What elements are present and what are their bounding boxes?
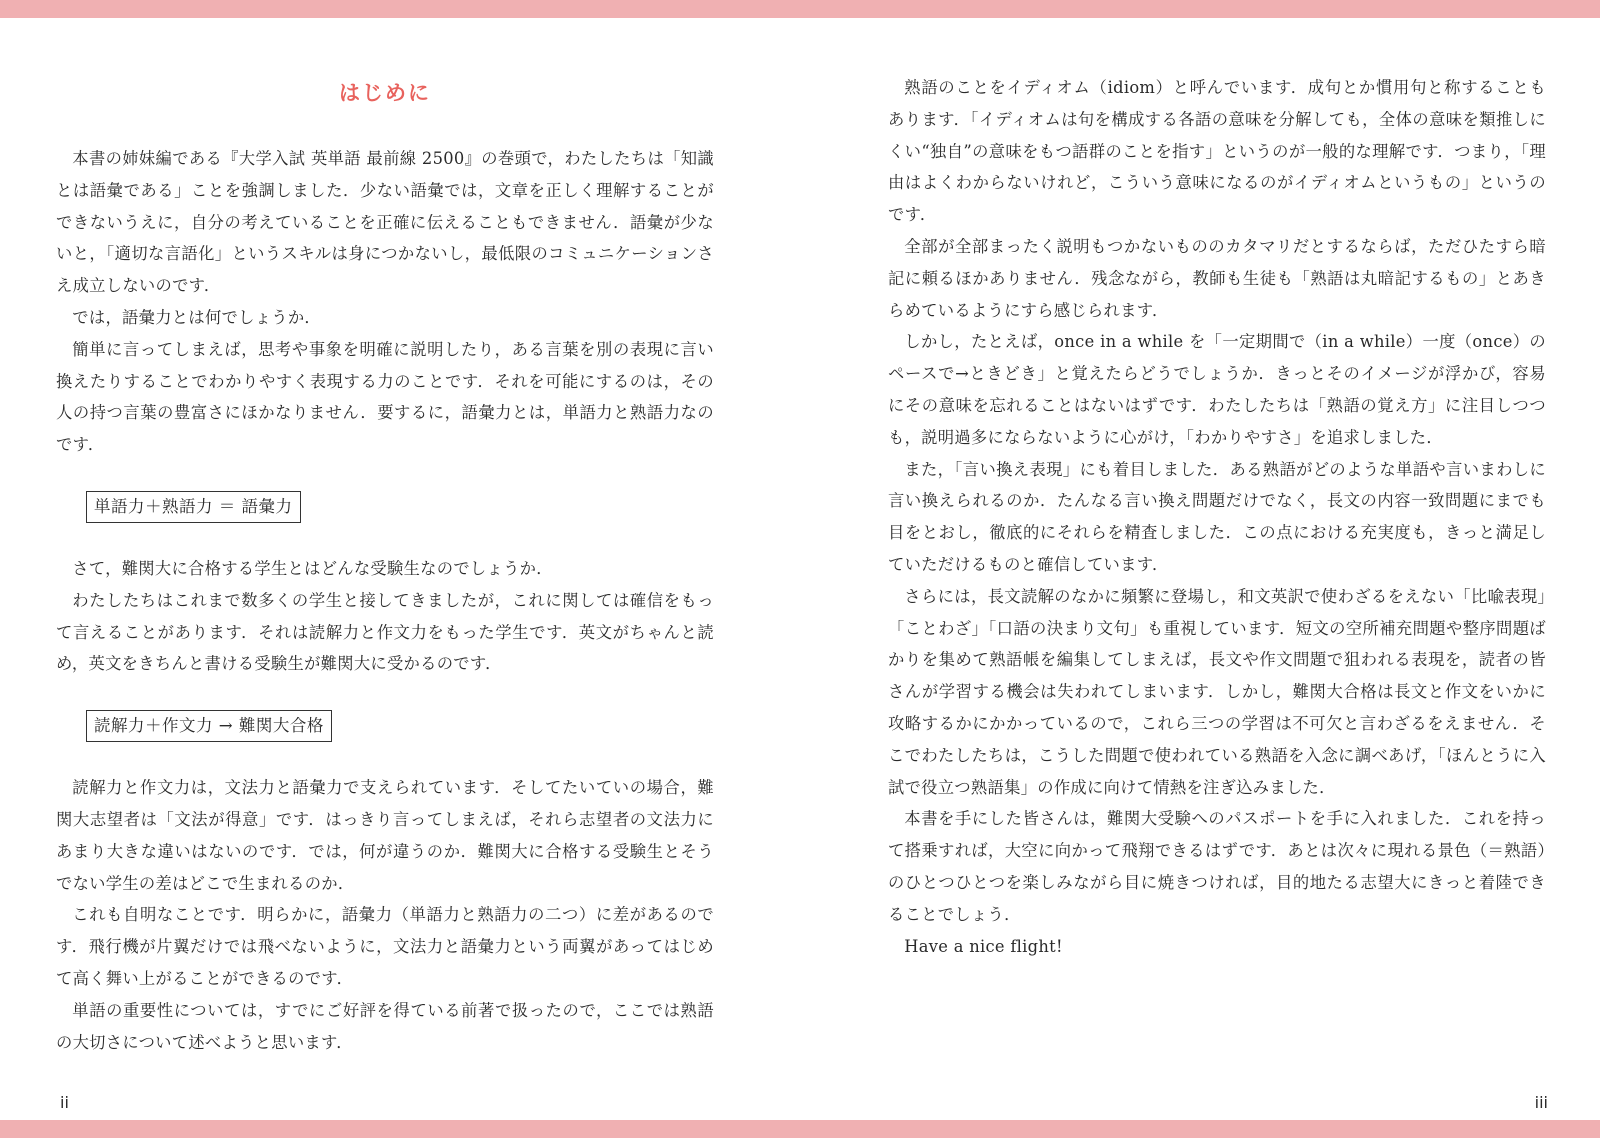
- paragraph: 全部が全部まったく説明もつかないもののカタマリだとするならば，ただひたすら暗記に頼るほかありません．残念ながら，教師も生徒も「熟語は丸暗記するもの」とあきらめているようにすら感じられます．: [888, 236, 1546, 320]
- formula-box-pass-wrap: [86, 710, 714, 742]
- formula-box-vocabulary: 単語力＋熟語力 ＝ 語彙力: [86, 491, 301, 523]
- paragraph: 単語の重要性については，すでにご好評を得ている前著で扱ったので，ここでは熟語の大切さについて述べようと思います．: [56, 1000, 714, 1052]
- paragraph: さて，難関大に合格する学生とはどんな受験生なのでしょうか．: [72, 558, 553, 578]
- top-color-band: [0, 0, 1600, 18]
- paragraph: これも自明なことです．明らかに，語彙力（単語力と熟語力の二つ）に差があるのです．飛行機が片翼だけでは飛べないように，文法力と語彙力という両翼があってはじめて高く舞い上がることができるのです．: [56, 905, 714, 988]
- closing-line: Have a nice flight!: [904, 936, 1063, 956]
- page-number-right: iii: [1534, 1093, 1548, 1112]
- paragraph: では，語彙力とは何でしょうか．: [72, 307, 322, 327]
- paragraph: 熟語のことをイディオム（idiom）と呼んでいます．成句とか慣用句と称することもあります．「イディオムは句を構成する各語の意味を分解しても，全体の意味を類推しにくい“独自”の意味をもつ語群のことを指す」というのが一般的な理解です．つまり，「理由はよくわからないけれど，こういう意味になるのがイディオムというもの」というのです．: [888, 78, 1546, 225]
- intro-block-3: [56, 772, 714, 1058]
- formula-box-pass: 読解力＋作文力 → 難関大合格: [86, 710, 332, 742]
- paragraph: 本書の姉妹編である『大学入試 英単語 最前線 2500』の巻頭で，わたしたちは「知識とは語彙である」ことを強調しました．少ない語彙では，文章を正しく理解することができないうえに，自分の考えていることを正確に伝えることもできません．語彙が少ないと，「適切な言語化」というスキルは身につかないし，最低限のコミュニケーションさえ成立しないのです．: [56, 149, 714, 296]
- paragraph: しかし，たとえば，once in a while を「一定期間で（in a while）一度（once）のペースで→ときどき」と覚えたらどうでしょうか．きっとそのイメージが浮かび，容易にその意味を忘れることはないはずです．わたしたちは「熟語の覚え方」に注目しつつも，説明過多にならないように心がけ，「わかりやすさ」を追求しました．: [888, 332, 1546, 447]
- paragraph: 本書を手にした皆さんは，難関大受験へのパスポートを手に入れました．これを持って搭乗すれば，大空に向かって飛翔できるはずです．あとは次々に現れる景色（＝熟語）のひとつひとつを楽しみながら目に焼きつければ，目的地たる志望大にきっと着陸できることでしょう．: [888, 809, 1546, 924]
- paragraph: 簡単に言ってしまえば，思考や事象を明確に説明したり，ある言葉を別の表現に言い換えたりすることでわかりやすく表現する力のことです．それを可能にするのは，その人の持つ言葉の豊富さにほかなりません．要するに，語彙力とは，単語力と熟語力なのです．: [56, 339, 714, 455]
- paragraph: さらには，長文読解のなかに頻繁に登場し，和文英訳で使わざるをえない「比喩表現」「ことわざ」「口語の決まり文句」も重視しています．短文の空所補充問題や整序問題ばかりを集めて熟語帳を編集してしまえば，長文や作文問題で狙われる表現を，読者の皆さんが学習する機会は失われてしまいます．しかし，難関大合格は長文と作文をいかに攻略するかにかかっているので，これら三つの学習は不可欠と言わざるをえません．そこでわたしたちは，こうした問題で使われている熟語を入念に調べあげ，「ほんとうに入試で役立つ熟語集」の作成に向けて情熱を注ぎ込みました．: [888, 586, 1546, 797]
- left-page: [56, 72, 714, 1058]
- intro-block-2: [56, 553, 714, 680]
- intro-block-1: [56, 143, 714, 461]
- paragraph: 読解力と作文力は，文法力と語彙力で支えられています．そしてたいていの場合，難関大志望者は「文法が得意」です．はっきり言ってしまえば，それら志望者の文法力にあまり大きな違いはないのです．では，何が違うのか．難関大に合格する受験生とそうでない学生の差はどこで生まれるのか．: [56, 778, 714, 893]
- paragraph: わたしたちはこれまで数多くの学生と接してきましたが，これに関しては確信をもって言えることがあります．それは読解力と作文力をもった学生です．英文がちゃんと読め，英文をきちんと書ける受験生が難関大に受かるのです．: [56, 590, 714, 674]
- page-title: はじめに: [339, 81, 431, 105]
- page-number-left: ii: [60, 1093, 69, 1112]
- paragraph: また，「言い換え表現」にも着目しました．ある熟語がどのような単語や言いまわしに言い換えられるのか．たんなる言い換え問題だけでなく，長文の内容一致問題にまでも目をとおし，徹底的にそれらを精査しました．この点における充実度も，きっと満足していただけるものと確信しています．: [888, 459, 1546, 574]
- bottom-color-band: [0, 1120, 1600, 1138]
- formula-box-vocabulary-wrap: [86, 491, 714, 523]
- right-page: [888, 72, 1546, 962]
